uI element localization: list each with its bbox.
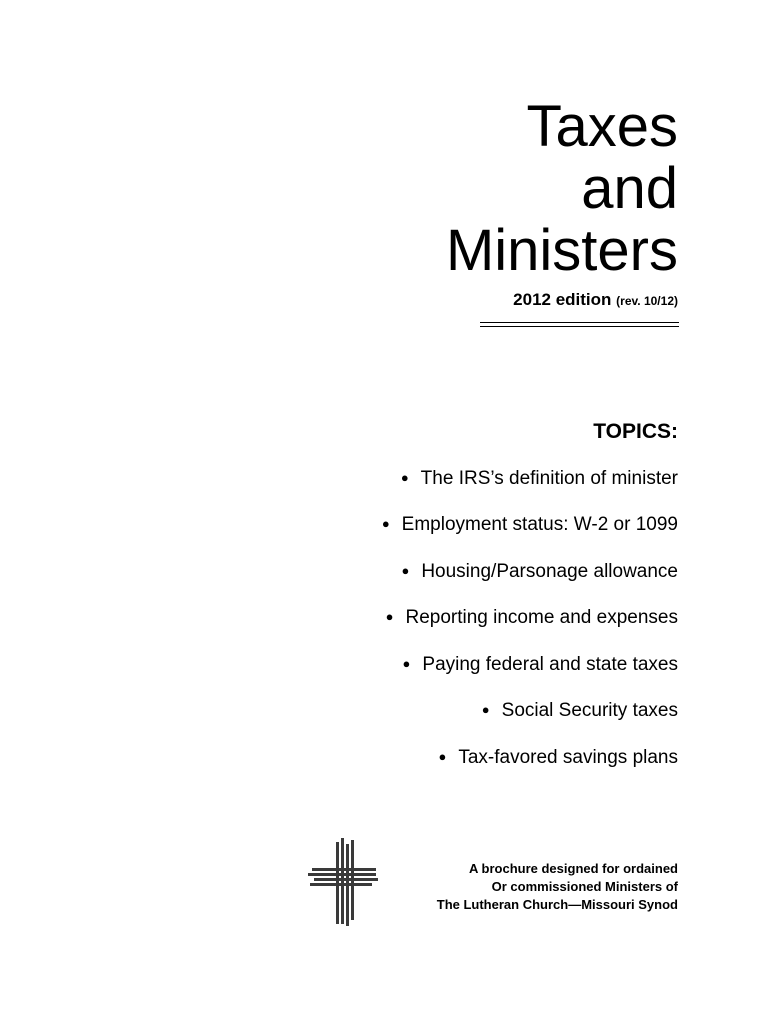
bullet-icon: ● (401, 563, 410, 578)
topic-item (382, 514, 678, 536)
document-title (446, 96, 678, 282)
topic-item (401, 561, 678, 583)
topic-label: Housing/Parsonage allowance (421, 561, 678, 582)
bullet-icon: ● (402, 656, 411, 671)
bullet-icon: ● (385, 609, 394, 624)
topic-label: Reporting income and expenses (405, 607, 678, 628)
topic-item (401, 468, 678, 490)
topic-item (403, 654, 678, 676)
lcms-cross-icon (308, 838, 380, 926)
footer-line-3: The Lutheran Church—Missouri Synod (436, 897, 678, 912)
topic-item (386, 607, 678, 629)
title-line-and: and (581, 156, 678, 221)
bullet-icon: ● (381, 516, 390, 531)
edition-label (513, 290, 678, 310)
title-double-rule (480, 322, 679, 327)
bullet-icon: ● (400, 470, 409, 485)
bullet-icon: ● (438, 749, 447, 764)
footer-line-2: Or commissioned Ministers of (491, 879, 678, 894)
bullet-icon: ● (481, 702, 490, 717)
topic-item (438, 747, 678, 769)
topic-label: Social Security taxes (501, 700, 678, 721)
topics-heading: TOPICS: (593, 420, 678, 443)
title-line-taxes: Taxes (526, 94, 678, 159)
footer-line-1: A brochure designed for ordained (469, 861, 678, 876)
footer-text (437, 860, 678, 914)
topic-label: Tax-favored savings plans (458, 747, 678, 768)
topic-item (482, 700, 678, 722)
edition-revision: (rev. 10/12) (616, 294, 678, 308)
topic-label: The IRS’s definition of minister (420, 468, 678, 489)
title-line-ministers: Ministers (445, 218, 678, 283)
topic-label: Paying federal and state taxes (422, 654, 678, 675)
edition-main: 2012 edition (513, 290, 612, 309)
topic-label: Employment status: W-2 or 1099 (401, 514, 678, 535)
